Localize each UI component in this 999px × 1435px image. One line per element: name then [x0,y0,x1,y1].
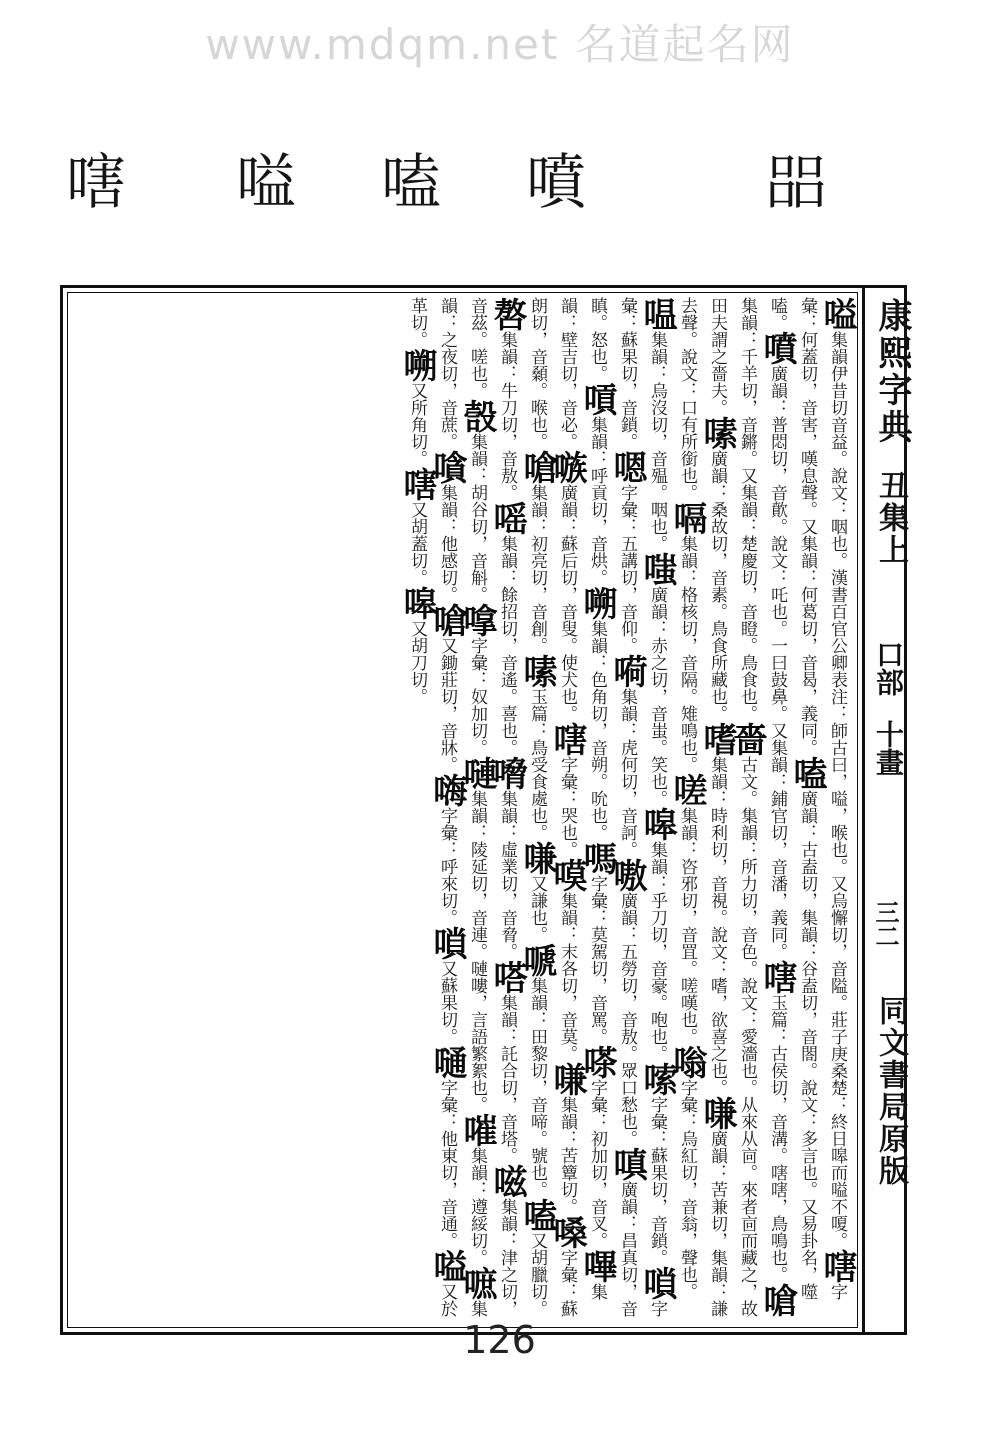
entry-definition: 廣韻：五勞切，音敖。眾口愁也。 [617,892,637,1147]
entry-definition: 字彙：蘇果切，音鎖。 [647,1096,667,1266]
entry-definition: 集韻：陵延切，音連。嗹嘍，言語繁絮也。 [467,790,487,1113]
dictionary-entry [397,467,437,586]
entry-definition: 集韻：之夜切，音蔗。 [437,297,487,1317]
entry-headword: 嗌 [427,1249,467,1283]
entry-headword: 嗟 [667,773,707,807]
entry-definition: 集韻：呼貢切，音烘。 [587,416,607,586]
dictionary-entry [397,586,437,705]
entry-headword: 嗊 [577,382,617,416]
entry-headword: 嗑 [517,1198,557,1232]
dictionary-entry [757,331,797,960]
dictionary-entry [457,756,497,1113]
entry-headword: 嗎 [577,841,617,875]
entry-headword: 嗒 [487,960,527,994]
entry-definition: 廣韻：普悶切，音歕。說文：吒也。一曰鼓鼻。又集韻：鋪官切，音潘，義同。 [767,365,787,960]
entry-headword: 嗀 [457,399,497,433]
entry-headword: 嗉 [697,416,737,450]
dictionary-title: 康熙字典 [872,298,912,446]
dictionary-entry [487,297,527,501]
entry-headword: 嗨 [427,773,467,807]
dictionary-entry [487,501,527,756]
dictionary-entry [547,722,587,858]
entry-definition: 集韻：他感切。 [437,484,457,603]
entry-definition: 集韻：色角切，音朔。吮也。 [587,620,607,841]
entry-definition: 玉篇：古侯切，音溝。嗐嗐，鳥鳴也。 [767,994,787,1283]
page-number: 126 [463,1318,536,1362]
entry-headword: 嗇 [727,722,767,756]
entry-definition: 字彙：哭也。 [557,756,577,858]
entry-headword: 嗓 [547,1215,587,1249]
entry-definition: 集韻：田黎切，音啼。號也。 [527,977,547,1198]
entry-headword: 嗥 [397,586,437,620]
entry-headword: 嗬 [607,654,647,688]
dictionary-entry [667,773,707,1045]
entry-definition: 集韻：虎何切，音訶。 [617,688,637,858]
entry-headword: 嗿 [427,450,467,484]
dictionary-entry [487,756,527,960]
entry-headword: 嗱 [457,603,497,637]
dictionary-entry [427,450,467,603]
dictionary-entry [607,858,647,1147]
entry-headword: 嗸 [487,297,527,331]
seal-character: 嗌 [226,150,296,210]
dictionary-entry [427,603,467,773]
entry-headword: 嗋 [487,756,527,790]
radical-label: 口部 [872,640,905,696]
entry-headword: 嗶 [577,1249,617,1283]
section-label: 丑集上 [873,470,908,566]
entry-definition: 集韻：餘招切，音遙。喜也。 [497,535,517,756]
dictionary-entry [697,722,737,1096]
entry-headword: 嗼 [547,858,587,892]
entry-definition: 字彙：五講切，音仰。 [617,484,637,654]
entry-definition: 集韻：虛業切，音脅。 [497,790,517,960]
entry-definition: 集韻：咨邪切，音罝。嗟嘆也。 [677,807,697,1045]
entry-definition: 廣韻：蘇后切，音叟。使犬也。 [557,484,577,722]
dictionary-entry [517,1198,557,1317]
dictionary-entry [607,450,647,654]
entry-headword: 嗺 [457,1113,497,1147]
entry-headword: 嗆 [427,603,467,637]
dictionary-entry [667,1045,707,1300]
entry-definition: 集韻：乎刀切，音豪。咆也。 [647,841,667,1062]
entry-headword: 嗆 [757,1283,797,1317]
entry-definition: 集韻：初亮切，音創。 [527,484,547,654]
seal-script-row [56,150,890,280]
entry-definition: 集韻：託合切，音塔。 [497,994,517,1164]
entry-definition: 字彙：蘇果切，音鎖。 [617,297,667,1317]
entry-headword: 嗝 [667,501,707,535]
dictionary-entry [427,773,467,926]
entry-definition: 又所角切。 [407,382,427,467]
entry-definition: 字彙：烏紅切，音翁，聲也。 [677,1079,697,1300]
entry-headword: 嗛 [547,1062,587,1096]
entry-definition: 廣韻：昌真切，音瞋。怒也。 [587,297,637,1317]
stroke-count-label: 十畫 [872,720,905,776]
dictionary-entry [517,841,557,943]
dictionary-entry [697,416,737,722]
entry-headword: 嗔 [607,1147,647,1181]
entry-headword: 嗆 [517,450,557,484]
dictionary-entry [457,603,497,756]
entry-headword: 嗐 [757,960,797,994]
entry-headword: 嗐 [817,1249,857,1283]
entry-headword: 嗍 [397,348,437,382]
dictionary-entry [457,399,497,603]
dictionary-entry [427,926,467,1045]
seal-character: 嗐 [56,150,126,210]
entry-headword: 嗑 [787,756,827,790]
seal-character: 㗊 [756,150,826,210]
dictionary-entry [667,501,707,773]
dictionary-entry [547,1062,587,1215]
leaf-number: 三二 [871,900,900,948]
dictionary-text-body [72,297,857,1325]
dictionary-entry [397,348,437,467]
entry-headword: 嗾 [547,450,587,484]
dictionary-entry [457,1113,497,1266]
dictionary-entry [637,807,677,1062]
entry-headword: 嗹 [457,756,497,790]
entry-headword: 嗐 [397,467,437,501]
entry-headword: 噴 [757,331,797,365]
dictionary-entry [547,450,587,722]
entry-headword: 嗞 [487,1164,527,1198]
entry-headword: 嗡 [667,1045,707,1079]
dictionary-entry [577,586,617,841]
entry-headword: 嗂 [487,501,527,535]
entry-headword: 嗉 [517,654,557,688]
seal-character: 噴 [516,150,586,210]
dictionary-entry [517,943,557,1198]
entry-headword: 嗷 [607,858,647,892]
seal-character: 嗑 [371,150,441,210]
entry-headword: 嗩 [427,926,467,960]
entry-headword: 嗵 [427,1045,467,1079]
entry-definition: 集韻：烏沒切，音殟。咽也。 [647,331,667,552]
entry-definition: 集韻：津之切，音茲。嗟也。 [467,297,517,1317]
entry-headword: 嗦 [637,1062,677,1096]
entry-definition: 廣韻：苦兼切，集韻：謙去聲。說文：口有所銜也。 [677,297,727,1317]
entry-definition: 又胡蓋切。 [407,501,427,586]
entry-headword: 嗌 [817,297,857,331]
dictionary-entry [577,1045,617,1249]
entry-headword: 嗏 [577,1045,617,1079]
entry-definition: 字彙：莫駕切，音罵。 [587,875,607,1045]
entry-definition: 字彙：蘇朗切，音顙。喉也。 [527,297,577,1317]
entry-headword: 嗁 [517,943,557,977]
entry-headword: 嗛 [697,1096,737,1130]
dictionary-entry [757,960,797,1283]
entry-headword: 嗩 [637,1266,677,1300]
entry-definition: 字彙：他東切，音通。 [437,1079,457,1249]
entry-definition: 集韻：格核切，音隔。雉鳴也。 [677,535,697,773]
dictionary-entry [607,654,647,858]
entry-definition: 集韻：遵綏切。 [467,1147,487,1266]
entry-headword: 嗥 [637,807,677,841]
dictionary-entry [637,552,677,807]
entry-definition: 字彙：初加切，音叉。 [587,1079,607,1249]
entry-headword: 嗜 [697,722,737,756]
dictionary-entry [577,841,617,1045]
entry-definition: 字彙：奴加切。 [467,637,487,756]
entry-definition: 字彙：何蓋切，音害，嘆息聲。又集韻：何葛切，音曷，義同。 [797,297,847,1300]
entry-definition: 廣韻：赤之切，音蚩。笑也。 [647,586,667,807]
entry-headword: 嗻 [457,1266,497,1300]
entry-definition: 古文。集韻：所力切，音色。說文：愛濇也。从來从㐭。來者㐭而藏之，故田夫謂之嗇夫。 [707,297,757,1317]
dictionary-entry [547,858,587,1062]
entry-definition: 集韻：時利切，音視。說文：嗜，欲喜之也。 [707,756,727,1096]
dictionary-entry [487,960,527,1164]
entry-definition: 集韻伊昔切音益。說文：咽也。漢書百官公卿表注：師古曰，嗌，喉也。又烏懈切，音隘。莊子庚桑楚：終日嗥而嗌不嗄。 [827,331,847,1249]
entry-definition: 集韻：苦簟切。 [557,1096,577,1215]
dictionary-entry [517,450,557,654]
entry-definition: 集韻：胡谷切，音斛。 [467,433,487,603]
entry-headword: 嗛 [517,841,557,875]
entry-definition: 又胡刀切。 [407,620,427,705]
entry-headword: 嗍 [577,586,617,620]
entry-definition: 集韻：末各切，音莫。 [557,892,577,1062]
dictionary-entry [427,1045,467,1249]
entry-definition: 又於革切。 [407,297,457,1317]
entry-definition: 又蘇果切。 [437,960,457,1045]
entry-definition: 廣韻：桑故切，音素。鳥食所藏也。 [707,450,727,722]
entry-definition: 集韻：牛刀切，音敖。 [497,331,517,501]
entry-definition: 又胡臘切。 [527,1232,547,1317]
entry-definition: 又鋤莊切，音牀。 [437,637,457,773]
watermark-text: www.mdqm.net 名道起名网 [205,20,795,69]
entry-headword: 嗯 [607,450,647,484]
entry-headword: 嗤 [637,552,677,586]
publisher-label: 同文書局原版 [873,995,908,1187]
dictionary-entry [517,654,557,841]
entry-definition: 廣韻：古盍切，集韻：谷盍切，音閤。說文：多言也。又易卦名，噬嗑。 [767,297,817,1300]
entry-definition: 又謙也。 [527,875,547,943]
entry-headword: 嗐 [547,722,587,756]
entry-definition: 玉篇：鳥受食處也。 [527,688,547,841]
entry-headword: 嗢 [637,297,677,331]
entry-definition: 字彙：呼來切。 [437,807,457,926]
entry-definition: 集韻：千羊切，音鏘。又集韻：楚慶切，音瞪。鳥食也。 [737,297,757,722]
dictionary-entry [637,297,677,552]
dictionary-entry [577,382,617,586]
dictionary-entry [637,1062,677,1266]
entry-definition: 集韻：壁吉切，音必。 [557,297,607,1300]
